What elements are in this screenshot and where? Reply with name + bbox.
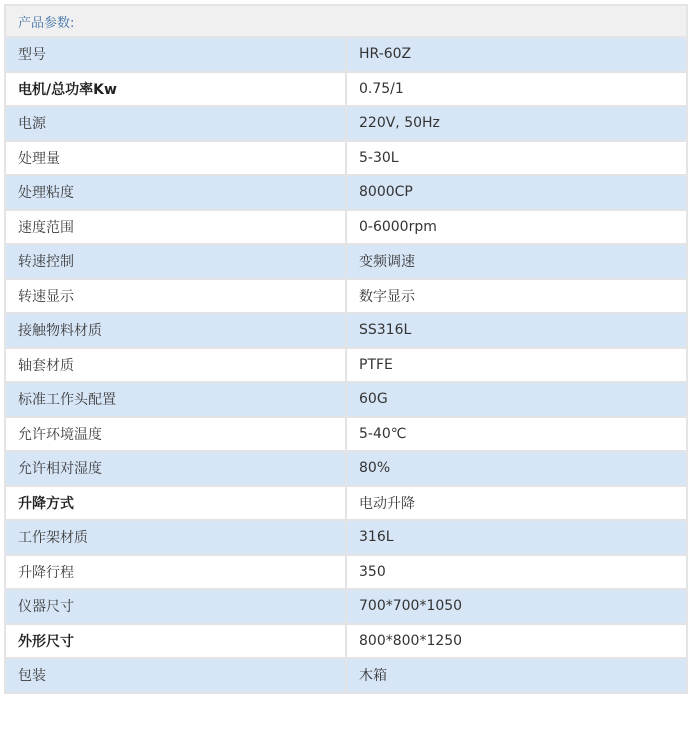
row-value: 220V, 50Hz (346, 106, 687, 141)
row-value: 80% (346, 451, 687, 486)
table-row (5, 348, 687, 383)
row-value: 800*800*1250 (346, 624, 687, 659)
row-label: 包装 (5, 658, 346, 693)
row-value: 316L (346, 520, 687, 555)
row-label: 标准工作头配置 (5, 382, 346, 417)
row-value: 350 (346, 555, 687, 590)
row-value: 0.75/1 (346, 72, 687, 107)
table-row (5, 555, 687, 590)
table-row (5, 141, 687, 176)
table-row (5, 72, 687, 107)
row-value: HR-60Z (346, 37, 687, 72)
table-header-row (5, 5, 687, 37)
table-row (5, 589, 687, 624)
row-label: 速度范围 (5, 210, 346, 245)
table-row (5, 313, 687, 348)
row-value: 700*700*1050 (346, 589, 687, 624)
spec-table-container (4, 4, 688, 694)
table-row (5, 244, 687, 279)
row-value: 0-6000rpm (346, 210, 687, 245)
row-value: SS316L (346, 313, 687, 348)
table-row (5, 417, 687, 452)
table-row (5, 451, 687, 486)
row-label: 升降行程 (5, 555, 346, 590)
table-row (5, 624, 687, 659)
row-label: 处理量 (5, 141, 346, 176)
row-value: 5-40℃ (346, 417, 687, 452)
table-row (5, 175, 687, 210)
row-label: 轴套材质 (5, 348, 346, 383)
row-label: 转速控制 (5, 244, 346, 279)
row-value: PTFE (346, 348, 687, 383)
row-label: 接触物料材质 (5, 313, 346, 348)
row-label: 仪器尺寸 (5, 589, 346, 624)
table-row (5, 106, 687, 141)
row-label: 外形尺寸 (5, 624, 346, 659)
row-label: 型号 (5, 37, 346, 72)
row-label: 允许相对湿度 (5, 451, 346, 486)
table-row (5, 279, 687, 314)
table-row (5, 486, 687, 521)
table-row (5, 520, 687, 555)
row-label: 工作架材质 (5, 520, 346, 555)
row-value: 电动升降 (346, 486, 687, 521)
row-value: 8000CP (346, 175, 687, 210)
row-value: 数字显示 (346, 279, 687, 314)
table-title: 产品参数: (5, 5, 687, 37)
table-row (5, 210, 687, 245)
row-label: 电源 (5, 106, 346, 141)
table-row (5, 37, 687, 72)
table-row (5, 382, 687, 417)
row-label: 允许环境温度 (5, 417, 346, 452)
row-label: 处理粘度 (5, 175, 346, 210)
product-spec-table (4, 4, 688, 694)
row-value: 木箱 (346, 658, 687, 693)
row-label: 升降方式 (5, 486, 346, 521)
row-label: 转速显示 (5, 279, 346, 314)
row-label: 电机/总功率Kw (5, 72, 346, 107)
table-row (5, 658, 687, 693)
row-value: 60G (346, 382, 687, 417)
row-value: 5-30L (346, 141, 687, 176)
row-value: 变频调速 (346, 244, 687, 279)
